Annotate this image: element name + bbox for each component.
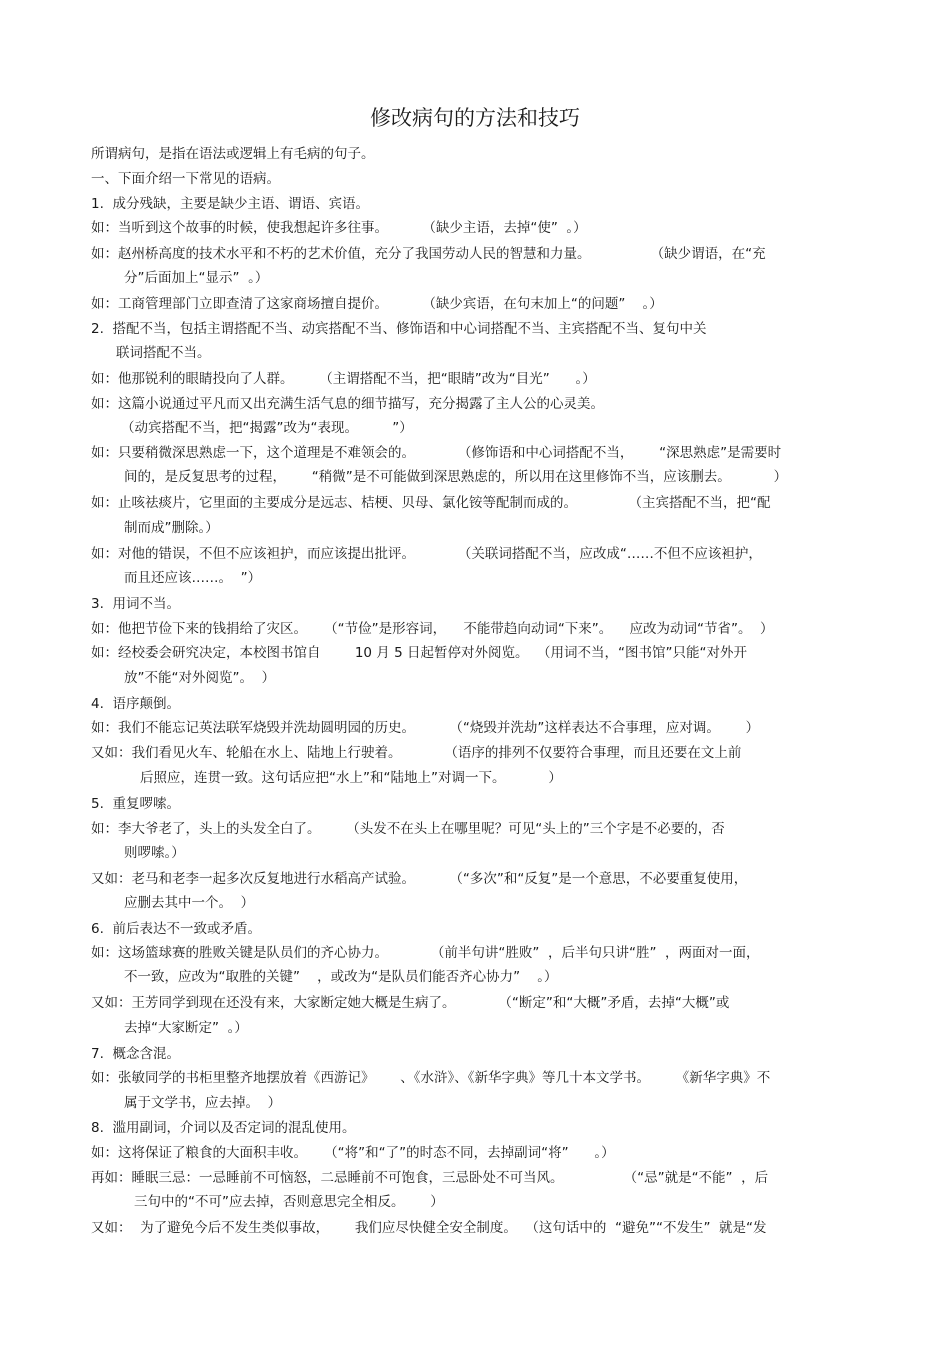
text-line: 如：经校委会研究决定，本校图书馆自 10 月 5 日起暂停对外阅览。 （用词不当，“图书馆”只能“对外开	[91, 645, 748, 661]
page-title: 修改病句的方法和技巧	[370, 106, 580, 130]
text-line: 如：张敏同学的书柜里整齐地摆放着《西游记》 、《水浒》、《新华字典》等几十本文学书。 《新华字典》不	[91, 1070, 771, 1086]
text-line: 如：当听到这个故事的时候，使我想起许多往事。 （缺少主语，去掉“使” 。）	[91, 220, 587, 236]
text-line: 2. 搭配不当，包括主谓搭配不当、动宾搭配不当、修饰语和中心词搭配不当、主宾搭配不当、复句中关	[91, 321, 707, 337]
text-line: 如：工商管理部门立即查清了这家商场擅自提价。 （缺少宾语，在句末加上“的问题” 。）	[91, 296, 663, 312]
text-line: 8. 滥用副词，介词以及否定词的混乱使用。	[91, 1120, 356, 1136]
text-line: 属于文学书，应去掉。 ）	[124, 1095, 282, 1111]
text-line: 而且还应该……。 ”）	[124, 570, 262, 586]
text-line: 三句中的“不可”应去掉，否则意思完全相反。 ）	[134, 1194, 444, 1210]
text-line: 再如：睡眠三忌：一忌睡前不可恼怒，二忌睡前不可饱食，三忌卧处不可当风。 （“忌”就是“不能” ，后	[91, 1170, 769, 1186]
text-line: 如：他那锐利的眼睛投向了人群。 （主谓搭配不当，把“眼睛”改为“目光” 。）	[91, 371, 596, 387]
text-line: 间的，是反复思考的过程， “稍微”是不可能做到深思熟虑的，所以用在这里修饰不当，应该删去。 ）	[124, 469, 788, 485]
text-line: 7. 概念含混。	[91, 1046, 180, 1062]
text-line: 1. 成分残缺，主要是缺少主语、谓语、宾语。	[91, 196, 369, 212]
text-line: 4. 语序颠倒。	[91, 696, 180, 712]
text-line: 一、下面介绍一下常见的语病。	[91, 171, 280, 187]
text-line: 如：李大爷老了，头上的头发全白了。 （头发不在头上在哪里呢？可见“头上的”三个字是不必要的，否	[91, 821, 725, 837]
text-line: 6. 前后表达不一致或矛盾。	[91, 921, 261, 937]
text-line: 如：我们不能忘记英法联军烧毁并洗劫圆明园的历史。 （“烧毁并洗劫”这样表达不合事理，应对调。 ）	[91, 720, 760, 736]
text-line: 如：只要稍微深思熟虑一下，这个道理是不难领会的。 （修饰语和中心词搭配不当， “深思熟虑”是需要时	[91, 445, 782, 461]
text-line: 如：这场篮球赛的胜败关键是队员们的齐心协力。 （前半句讲“胜败” ，后半句只讲“胜” ，两面对一面，	[91, 945, 760, 961]
text-line: 又如：我们看见火车、轮船在水上、陆地上行驶着。 （语序的排列不仅要符合事理，而且还要在文上前	[91, 745, 742, 761]
text-line: 制而成”删除。）	[124, 520, 219, 536]
text-line: 如：止咳祛痰片，它里面的主要成分是远志、桔梗、贝母、氯化铵等配制而成的。 （主宾搭配不当，把“配	[91, 495, 771, 511]
text-line: （动宾搭配不当，把“揭露”改为“表现。 ”）	[121, 420, 413, 436]
text-line: 后照应，连贯一致。这句话应把“水上”和“陆地上”对调一下。 ）	[140, 770, 562, 786]
text-line: 如：对他的错误，不但不应该袒护，而应该提出批评。 （关联词搭配不当，应改成“……不但不应该袒护，	[91, 546, 762, 562]
text-line: 5. 重复啰嗦。	[91, 796, 180, 812]
text-line: 又如： 为了避免今后不发生类似事故， 我们应尽快健全安全制度。 （这句话中的 “避免”“不发生” 就是“发	[91, 1220, 767, 1236]
text-line: 分”后面加上“显示” 。）	[124, 270, 269, 286]
text-line: 又如：老马和老李一起多次反复地进行水稻高产试验。 （“多次”和“反复”是一个意思，不必要重复使用，	[91, 871, 748, 887]
text-line: 又如：王芳同学到现在还没有来，大家断定她大概是生病了。 （“断定”和“大概”矛盾，去掉“大概”或	[91, 995, 730, 1011]
text-line: 如：赵州桥高度的技术水平和不朽的艺术价值，充分了我国劳动人民的智慧和力量。 （缺少谓语，在“充	[91, 246, 766, 262]
text-line: 3. 用词不当。	[91, 596, 180, 612]
text-line: 放”不能“对外阅览”。 ）	[124, 670, 276, 686]
text-line: 如：这篇小说通过平凡而又出充满生活气息的细节描写，充分揭露了主人公的心灵美。	[91, 396, 604, 412]
text-line: 所谓病句，是指在语法或逻辑上有毛病的句子。	[91, 146, 375, 162]
text-line: 去掉“大家断定” 。）	[124, 1020, 248, 1036]
text-line: 如：这将保证了粮食的大面积丰收。 （“将”和“了”的时态不同，去掉副词“将” 。）	[91, 1145, 615, 1161]
text-line: 应删去其中一个。 ）	[124, 895, 255, 911]
text-line: 如：他把节俭下来的钱捐给了灾区。 （“节俭”是形容词， 不能带趋向动词“下来”。 应改为动词“节省”。 ）	[91, 621, 774, 637]
text-line: 则啰嗦。）	[124, 845, 185, 861]
text-line: 联词搭配不当。	[116, 345, 211, 361]
text-line: 不一致，应改为“取胜的关键” ，或改为“是队员们能否齐心协力” 。）	[124, 969, 558, 985]
